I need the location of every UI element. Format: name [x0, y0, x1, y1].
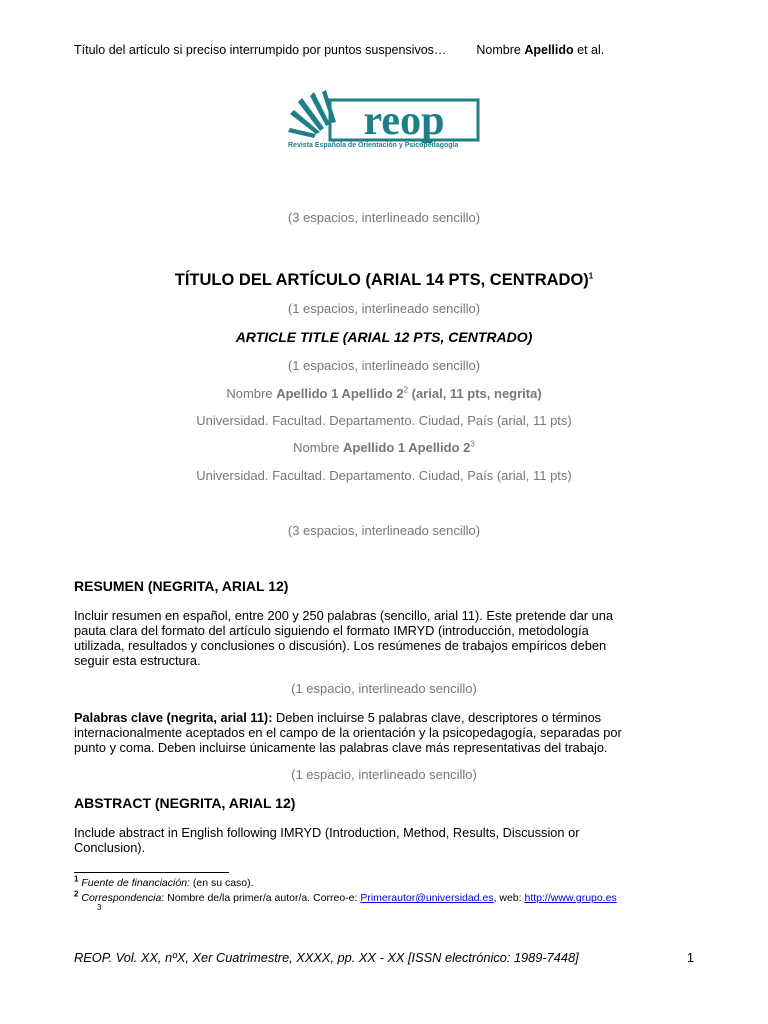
spacer-note: (3 espacios, interlineado sencillo) — [287, 523, 481, 538]
spacer-note: (3 espacios, interlineado sencillo) — [287, 210, 481, 225]
page-number: 1 — [686, 950, 694, 965]
spacer-note: (1 espacio, interlineado sencillo) — [291, 681, 477, 696]
logo-subtitle: Revista Española de Orientación y Psicopedagogía — [288, 142, 459, 149]
reop-logo-mark — [286, 88, 482, 144]
running-title: Título del artículo si preciso interrumpido por puntos suspensivos… — [74, 43, 447, 57]
keywords-label: Palabras clave (negrita, arial 11): — [74, 710, 273, 725]
spacer-note: (1 espacios, interlineado sencillo) — [287, 301, 481, 316]
abstract-body: Include abstract in English following IMRYD (Introduction, Method, Results, Discussion or Conclusion). — [74, 825, 580, 855]
article-title-es: TÍTULO DEL ARTÍCULO (ARIAL 14 PTS, CENTRADO)$^1$ — [174, 271, 594, 289]
email-link[interactable]: Primerautor@universidad.es — [360, 892, 494, 904]
author-1: Nombre Apellido 1 Apellido $2^2$ (arial, 11 pts, negrita) — [226, 385, 542, 401]
affiliation-2: Universidad. Facultad. Departamento. Ciudad, País (arial, 11 pts) — [196, 468, 572, 483]
resumen-heading: RESUMEN (NEGRITA, ARIAL 12) — [74, 578, 289, 594]
reop-logo-word: reop — [363, 98, 445, 144]
article-title-en: ARTICLE TITLE (ARIAL 12 PTS, CENTRADO) — [235, 329, 533, 345]
spacer-note: (1 espacio, interlineado sencillo) — [291, 767, 477, 782]
journal-citation: REOP. Vol. XX, nºX, Xer Cuatrimestre, XXXX, pp. XX - XX [ISSN electrónico: 1989-7448] — [74, 950, 579, 965]
running-head — [74, 42, 694, 58]
footnote-ref: 2 — [403, 385, 409, 395]
footnote-separator — [74, 872, 229, 873]
keywords-paragraph: Palabras clave (negrita, arial 11): Deben incluirse 5 palabras clave, descriptores o términos internacionalmente aceptados en el campo de la orientación y la psicopedagogía, separadas por punto y coma. Deben incluirse únicamente las palabras clave más representativas del trabajo. — [74, 710, 622, 755]
footnote-2: $^2$ Correspondencia: Nombre de/la primer/a autor/a. Correo-e: Primerautor@universidad.es, web: http://www.grupo.es — [74, 889, 617, 904]
footnote-ref: 3 — [470, 439, 475, 449]
web-link[interactable]: http://www.grupo.es — [524, 892, 617, 904]
footnote-ref: 1 — [588, 271, 594, 281]
affiliation-1: Universidad. Facultad. Departamento. Ciudad, País (arial, 11 pts) — [196, 413, 572, 428]
footnote-1: $^1$ Fuente de financiación: (en su caso). — [74, 874, 254, 889]
resumen-body: Incluir resumen en español, entre 200 y 250 palabras (sencillo, arial 11). Este pretende dar una pauta clara del formato del artículo siguiendo el formato IMRYD (introducción, metodología utilizada, resultados y conclusiones o discusión). Los resúmenes de trabajos empíricos deben seguir esta estructura. — [74, 608, 613, 668]
author-2: Nombre Apellido 1 Apellido $2^3$ — [293, 439, 475, 455]
footnote-3: 3 — [97, 903, 102, 912]
abstract-heading: ABSTRACT (NEGRITA, ARIAL 12) — [74, 795, 296, 811]
reop-logo — [286, 88, 482, 158]
spacer-note: (1 espacios, interlineado sencillo) — [287, 358, 481, 373]
running-author: Nombre Apellido et al. — [476, 43, 605, 57]
